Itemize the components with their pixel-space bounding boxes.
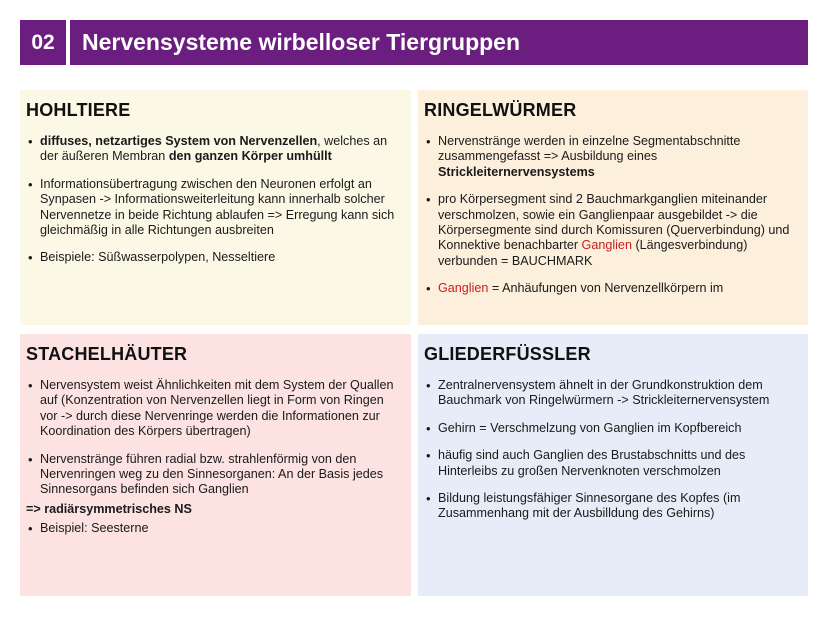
bullet-list — [26, 378, 403, 537]
list-item: • Beispiele: Süßwasserpolypen, Nesseltiere — [26, 250, 403, 265]
panel-heading: GLIEDERFÜSSLER — [424, 344, 591, 364]
panel-ringelwuermer — [418, 90, 808, 325]
list-item: • häufig sind auch Ganglien des Brustabschnitts und des Hinterleibs zu großen Nervenknoten verschmolzen — [424, 448, 800, 479]
list-item: • Bildung leistungsfähiger Sinnesorgane des Kopfes (im Zusammenhang mit der Ausbilldung des Gehirns) — [424, 491, 800, 522]
panel-heading: RINGELWÜRMER — [424, 100, 577, 120]
panel-gliederfuessler — [418, 334, 808, 596]
list-item: • Gehirn = Verschmelzung von Ganglien im Kopfbereich — [424, 421, 800, 436]
list-item: • Nervenstränge führen radial bzw. strahlenförmig von den Nervenringen weg zu den Sinnesorganen: An der Basis jedes Sinnesorgans befinden sich Ganglien — [26, 452, 403, 498]
panel-heading: HOHLTIERE — [26, 100, 131, 120]
list-item: • Nervenstränge werden in einzelne Segmentabschnitte zusammengefasst => Ausbildung eines Strickleiternervensystems — [424, 134, 800, 180]
section-number: 02 — [20, 20, 66, 65]
panel-heading: STACHELHÄUTER — [26, 344, 188, 364]
panel-stachelhaeuter — [20, 334, 411, 596]
list-item: • Zentralnervensystem ähnelt in der Grundkonstruktion dem Bauchmark von Ringelwürmern -> Strickleiternervensystem — [424, 378, 800, 409]
list-item: • Ganglien = Anhäufungen von Nervenzellkörpern im — [424, 281, 800, 296]
bullet-list — [424, 134, 800, 297]
bullet-list — [424, 378, 800, 522]
bullet-list — [26, 134, 403, 266]
list-item: • Informationsübertragung zwischen den Neuronen erfolgt an Synpasen -> Informationsweiterleitung kann innerhalb solcher Nervennetze in beide Richtung ablaufen => Erregung kann sich gleichmäßig in alle Richtungen ausbreiten — [26, 177, 403, 239]
list-item: • Nervensystem weist Ähnlichkeiten mit dem System der Quallen auf (Konzentration von Nervenzellen liegt in Form von Ringen vor -> durch diese Nervenringe werden die Informationen zur Koordination des Körpers übertragen) — [26, 378, 403, 440]
list-item: • Beispiel: Seesterne — [26, 521, 403, 536]
panel-hohltiere — [20, 90, 411, 325]
page-header — [20, 20, 808, 65]
conclusion-line: => radiärsymmetrisches NS — [26, 501, 192, 516]
list-item: • diffuses, netzartiges System von Nervenzellen, welches an der äußeren Membran den ganzen Körper umhüllt — [26, 134, 403, 165]
list-item: • pro Körpersegment sind 2 Bauchmarkganglien miteinander verschmolzen, sowie ein Ganglienpaar ausgebildet -> die Körpersegmente sind durch Komissuren (Querverbindung) und Konnektive benachbarter Ganglien (Längesverbindung) verbunden = BAUCHMARK — [424, 192, 800, 269]
page-title: Nervensysteme wirbelloser Tiergruppen — [70, 20, 808, 65]
